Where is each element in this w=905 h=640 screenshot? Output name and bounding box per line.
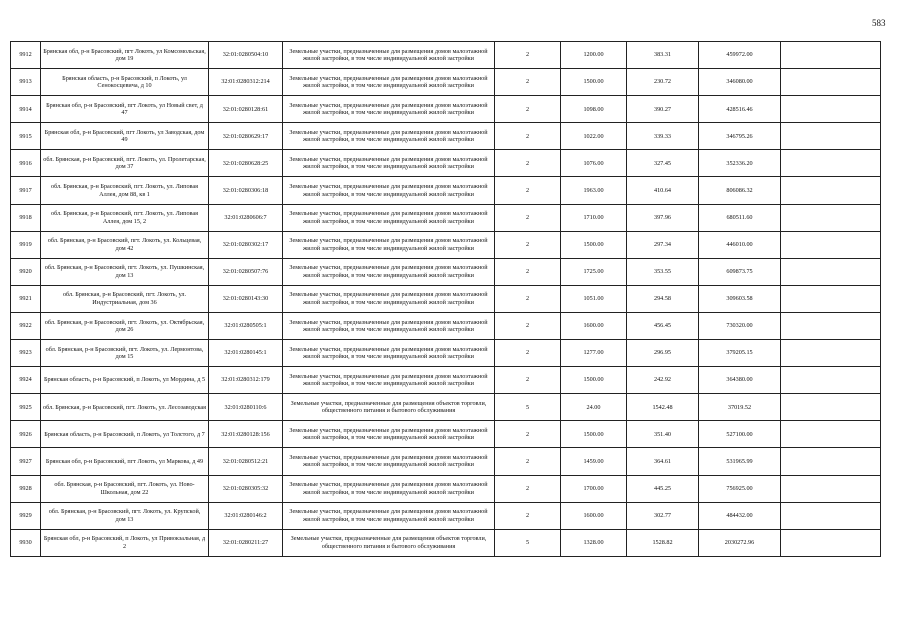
row-number-cell: 9913	[11, 69, 41, 96]
row-number-cell: 9923	[11, 340, 41, 367]
land-use-cell: Земельные участки, предназначенные для размещения объектов торговли, общественного питания и бытового обслуживания	[283, 529, 495, 556]
category-cell: 2	[495, 69, 561, 96]
area-cell: 1076.00	[561, 150, 627, 177]
table-row	[11, 231, 881, 258]
cadastral-value-cell: 730320.00	[699, 312, 781, 339]
category-cell: 2	[495, 312, 561, 339]
table-row	[11, 69, 881, 96]
specific-value-cell: 230.72	[627, 69, 699, 96]
specific-value-cell: 353.55	[627, 258, 699, 285]
category-cell: 2	[495, 150, 561, 177]
specific-value-cell: 456.45	[627, 312, 699, 339]
area-cell: 1500.00	[561, 231, 627, 258]
specific-value-cell: 445.25	[627, 475, 699, 502]
empty-cell	[781, 285, 881, 312]
empty-cell	[781, 69, 881, 96]
cadastral-number-cell: 32:01:0280302:17	[209, 231, 283, 258]
cadastral-number-cell: 32:01:0280628:25	[209, 150, 283, 177]
area-cell: 1725.00	[561, 258, 627, 285]
cadastral-number-cell: 32:01:0280128:61	[209, 96, 283, 123]
address-cell: обл. Брянская, р-н Брасовский, пгт. Локоть, ул. Липовая Аллея, дом 15, 2	[41, 204, 209, 231]
cadastral-number-cell: 32:01:0280110:6	[209, 394, 283, 421]
category-cell: 2	[495, 177, 561, 204]
empty-cell	[781, 340, 881, 367]
category-cell: 2	[495, 258, 561, 285]
address-cell: Брянская обл, р-н Брасовский, п Локоть, ул Привокзальная, д 2	[41, 529, 209, 556]
table-row	[11, 340, 881, 367]
category-cell: 2	[495, 502, 561, 529]
category-cell: 5	[495, 394, 561, 421]
area-cell: 1500.00	[561, 421, 627, 448]
specific-value-cell: 1528.82	[627, 529, 699, 556]
land-use-cell: Земельные участки, предназначенные для размещения домов малоэтажной жилой застройки, в том числе индивидуальной жилой застройки	[283, 177, 495, 204]
specific-value-cell: 297.34	[627, 231, 699, 258]
land-use-cell: Земельные участки, предназначенные для размещения домов малоэтажной жилой застройки, в том числе индивидуальной жилой застройки	[283, 69, 495, 96]
land-use-cell: Земельные участки, предназначенные для размещения домов малоэтажной жилой застройки, в том числе индивидуальной жилой застройки	[283, 285, 495, 312]
land-use-cell: Земельные участки, предназначенные для размещения домов малоэтажной жилой застройки, в том числе индивидуальной жилой застройки	[283, 150, 495, 177]
land-use-cell: Земельные участки, предназначенные для размещения домов малоэтажной жилой застройки, в том числе индивидуальной жилой застройки	[283, 258, 495, 285]
specific-value-cell: 351.40	[627, 421, 699, 448]
address-cell: обл. Брянская, р-н Брасовский, пгт. Локоть, ул. Кольцевая, дом 42	[41, 231, 209, 258]
table-row	[11, 312, 881, 339]
area-cell: 1098.00	[561, 96, 627, 123]
land-use-cell: Земельные участки, предназначенные для размещения домов малоэтажной жилой застройки, в том числе индивидуальной жилой застройки	[283, 502, 495, 529]
empty-cell	[781, 312, 881, 339]
category-cell: 2	[495, 42, 561, 69]
table-row	[11, 421, 881, 448]
cadastral-number-cell: 32:01:0280312:214	[209, 69, 283, 96]
address-cell: обл. Брянская, р-н Брасовский, пгт. Локоть, ул. Лермонтова, дом 15	[41, 340, 209, 367]
empty-cell	[781, 421, 881, 448]
table-row	[11, 258, 881, 285]
cadastral-number-cell: 32:01:0280146:2	[209, 502, 283, 529]
area-cell: 24.00	[561, 394, 627, 421]
row-number-cell: 9925	[11, 394, 41, 421]
empty-cell	[781, 367, 881, 394]
specific-value-cell: 294.58	[627, 285, 699, 312]
table-row	[11, 123, 881, 150]
cadastral-number-cell: 32:01:0280629:17	[209, 123, 283, 150]
specific-value-cell: 302.77	[627, 502, 699, 529]
table-row	[11, 475, 881, 502]
row-number-cell: 9922	[11, 312, 41, 339]
specific-value-cell: 327.45	[627, 150, 699, 177]
empty-cell	[781, 529, 881, 556]
row-number-cell: 9928	[11, 475, 41, 502]
empty-cell	[781, 502, 881, 529]
table-row	[11, 150, 881, 177]
cadastral-number-cell: 32:01:0280128:156	[209, 421, 283, 448]
cadastral-value-cell: 2030272.96	[699, 529, 781, 556]
empty-cell	[781, 123, 881, 150]
specific-value-cell: 242.92	[627, 367, 699, 394]
row-number-cell: 9918	[11, 204, 41, 231]
address-cell: обл. Брянская, р-н Брасовский, пгт. Локоть, ул. Индустриальная, дом 36	[41, 285, 209, 312]
cadastral-number-cell: 32:01:0280143:30	[209, 285, 283, 312]
land-use-cell: Земельные участки, предназначенные для размещения домов малоэтажной жилой застройки, в том числе индивидуальной жилой застройки	[283, 340, 495, 367]
row-number-cell: 9914	[11, 96, 41, 123]
address-cell: Брянская область, р-н Брасовский, п Локоть, ул Сенокосцевича, д 10	[41, 69, 209, 96]
empty-cell	[781, 231, 881, 258]
category-cell: 2	[495, 448, 561, 475]
area-cell: 1022.00	[561, 123, 627, 150]
cadastral-value-cell: 346080.00	[699, 69, 781, 96]
address-cell: обл. Брянская, р-н Брасовский, пгт. Локоть, ул. Пушкинская, дом 13	[41, 258, 209, 285]
cadastral-value-cell: 309603.58	[699, 285, 781, 312]
empty-cell	[781, 150, 881, 177]
cadastral-value-cell: 379205.15	[699, 340, 781, 367]
address-cell: Брянская обл, р-н Брасовский, пгт Локоть, ул Маркова, д 49	[41, 448, 209, 475]
row-number-cell: 9924	[11, 367, 41, 394]
cadastral-value-cell: 352336.20	[699, 150, 781, 177]
table-row	[11, 285, 881, 312]
specific-value-cell: 339.33	[627, 123, 699, 150]
land-use-cell: Земельные участки, предназначенные для размещения домов малоэтажной жилой застройки, в том числе индивидуальной жилой застройки	[283, 312, 495, 339]
cadastral-value-cell: 364380.00	[699, 367, 781, 394]
area-cell: 1500.00	[561, 367, 627, 394]
table-row	[11, 96, 881, 123]
cadastral-number-cell: 32:01:0280505:1	[209, 312, 283, 339]
land-use-cell: Земельные участки, предназначенные для размещения домов малоэтажной жилой застройки, в том числе индивидуальной жилой застройки	[283, 204, 495, 231]
empty-cell	[781, 394, 881, 421]
area-cell: 1500.00	[561, 69, 627, 96]
empty-cell	[781, 177, 881, 204]
cadastral-value-table	[10, 41, 881, 557]
land-use-cell: Земельные участки, предназначенные для размещения домов малоэтажной жилой застройки, в том числе индивидуальной жилой застройки	[283, 421, 495, 448]
specific-value-cell: 383.31	[627, 42, 699, 69]
address-cell: обл. Брянская, р-н Брасовский, пгт. Локоть, ул. Лесозаводская	[41, 394, 209, 421]
cadastral-number-cell: 32:01:0280606:7	[209, 204, 283, 231]
area-cell: 1328.00	[561, 529, 627, 556]
specific-value-cell: 364.61	[627, 448, 699, 475]
row-number-cell: 9916	[11, 150, 41, 177]
category-cell: 2	[495, 340, 561, 367]
cadastral-number-cell: 32:01:0280211:27	[209, 529, 283, 556]
row-number-cell: 9921	[11, 285, 41, 312]
specific-value-cell: 410.64	[627, 177, 699, 204]
empty-cell	[781, 96, 881, 123]
area-cell: 1200.00	[561, 42, 627, 69]
table-row	[11, 204, 881, 231]
cadastral-value-cell: 527100.00	[699, 421, 781, 448]
land-use-cell: Земельные участки, предназначенные для размещения домов малоэтажной жилой застройки, в том числе индивидуальной жилой застройки	[283, 367, 495, 394]
table-row	[11, 448, 881, 475]
cadastral-value-cell: 459972.00	[699, 42, 781, 69]
table-row	[11, 42, 881, 69]
area-cell: 1963.00	[561, 177, 627, 204]
address-cell: обл. Брянская, р-н Брасовский, пгт. Локоть, ул. Ново-Школьная, дом 22	[41, 475, 209, 502]
page-number: 583	[872, 18, 886, 28]
area-cell: 1277.00	[561, 340, 627, 367]
land-use-cell: Земельные участки, предназначенные для размещения домов малоэтажной жилой застройки, в том числе индивидуальной жилой застройки	[283, 475, 495, 502]
empty-cell	[781, 42, 881, 69]
land-use-cell: Земельные участки, предназначенные для размещения домов малоэтажной жилой застройки, в том числе индивидуальной жилой застройки	[283, 448, 495, 475]
cadastral-value-cell: 484432.00	[699, 502, 781, 529]
category-cell: 2	[495, 285, 561, 312]
address-cell: Брянская обл, р-н Брасовский, пгт Локоть, ул Новый свет, д 47	[41, 96, 209, 123]
cadastral-number-cell: 32:01:0280312:179	[209, 367, 283, 394]
category-cell: 2	[495, 204, 561, 231]
category-cell: 5	[495, 529, 561, 556]
cadastral-value-cell: 609873.75	[699, 258, 781, 285]
cadastral-value-cell: 756925.00	[699, 475, 781, 502]
row-number-cell: 9920	[11, 258, 41, 285]
category-cell: 2	[495, 123, 561, 150]
cadastral-value-cell: 37019.52	[699, 394, 781, 421]
row-number-cell: 9919	[11, 231, 41, 258]
row-number-cell: 9927	[11, 448, 41, 475]
specific-value-cell: 390.27	[627, 96, 699, 123]
land-use-cell: Земельные участки, предназначенные для размещения домов малоэтажной жилой застройки, в том числе индивидуальной жилой застройки	[283, 123, 495, 150]
address-cell: Брянская область, р-н Брасовский, п Локоть, ул Толстого, д 7	[41, 421, 209, 448]
area-cell: 1710.00	[561, 204, 627, 231]
category-cell: 2	[495, 96, 561, 123]
address-cell: обл. Брянская, р-н Брасовский, пгт. Локоть, ул. Липовая Аллея, дом 88, кв 1	[41, 177, 209, 204]
address-cell: обл. Брянская, р-н Брасовский, пгт. Локоть, ул. Октябрьская, дом 26	[41, 312, 209, 339]
category-cell: 2	[495, 421, 561, 448]
area-cell: 1051.00	[561, 285, 627, 312]
specific-value-cell: 397.96	[627, 204, 699, 231]
row-number-cell: 9915	[11, 123, 41, 150]
cadastral-number-cell: 32:01:0280145:1	[209, 340, 283, 367]
row-number-cell: 9929	[11, 502, 41, 529]
land-use-cell: Земельные участки, предназначенные для размещения домов малоэтажной жилой застройки, в том числе индивидуальной жилой застройки	[283, 42, 495, 69]
address-cell: Брянская область, р-н Брасовский, п Локоть, ул Мордина, д 5	[41, 367, 209, 394]
area-cell: 1459.00	[561, 448, 627, 475]
cadastral-value-cell: 346795.26	[699, 123, 781, 150]
address-cell: Брянская обл, р-н Брасовский, пгт Локоть, ул Комсомольская, дом 19	[41, 42, 209, 69]
specific-value-cell: 1542.48	[627, 394, 699, 421]
cadastral-value-cell: 806086.32	[699, 177, 781, 204]
empty-cell	[781, 475, 881, 502]
land-use-cell: Земельные участки, предназначенные для размещения домов малоэтажной жилой застройки, в том числе индивидуальной жилой застройки	[283, 96, 495, 123]
category-cell: 2	[495, 367, 561, 394]
cadastral-value-cell: 446010.00	[699, 231, 781, 258]
address-cell: Брянская обл, р-н Брасовский, пгт Локоть, ул Заводская, дом 49	[41, 123, 209, 150]
row-number-cell: 9912	[11, 42, 41, 69]
table-row	[11, 367, 881, 394]
land-use-cell: Земельные участки, предназначенные для размещения домов малоэтажной жилой застройки, в том числе индивидуальной жилой застройки	[283, 231, 495, 258]
cadastral-value-cell: 531965.99	[699, 448, 781, 475]
empty-cell	[781, 258, 881, 285]
category-cell: 2	[495, 231, 561, 258]
cadastral-number-cell: 32:01:0280512:21	[209, 448, 283, 475]
cadastral-number-cell: 32:01:0280305:32	[209, 475, 283, 502]
address-cell: обл. Брянская, р-н Брасовский, пгт. Локоть, ул. Пролетарская, дом 37	[41, 150, 209, 177]
row-number-cell: 9926	[11, 421, 41, 448]
specific-value-cell: 296.95	[627, 340, 699, 367]
cadastral-value-cell: 428516.46	[699, 96, 781, 123]
table-row	[11, 394, 881, 421]
table-row	[11, 177, 881, 204]
row-number-cell: 9930	[11, 529, 41, 556]
table-body	[11, 42, 881, 557]
land-use-cell: Земельные участки, предназначенные для размещения объектов торговли, общественного питания и бытового обслуживания	[283, 394, 495, 421]
empty-cell	[781, 448, 881, 475]
cadastral-value-cell: 680511.60	[699, 204, 781, 231]
cadastral-number-cell: 32:01:0280306:18	[209, 177, 283, 204]
table-row	[11, 502, 881, 529]
cadastral-number-cell: 32:01:0280504:10	[209, 42, 283, 69]
area-cell: 1600.00	[561, 502, 627, 529]
empty-cell	[781, 204, 881, 231]
area-cell: 1700.00	[561, 475, 627, 502]
cadastral-number-cell: 32:01:0280507:76	[209, 258, 283, 285]
category-cell: 2	[495, 475, 561, 502]
address-cell: обл. Брянская, р-н Брасовский, пгт. Локоть, ул. Крупской, дом 13	[41, 502, 209, 529]
row-number-cell: 9917	[11, 177, 41, 204]
table-row	[11, 529, 881, 556]
area-cell: 1600.00	[561, 312, 627, 339]
